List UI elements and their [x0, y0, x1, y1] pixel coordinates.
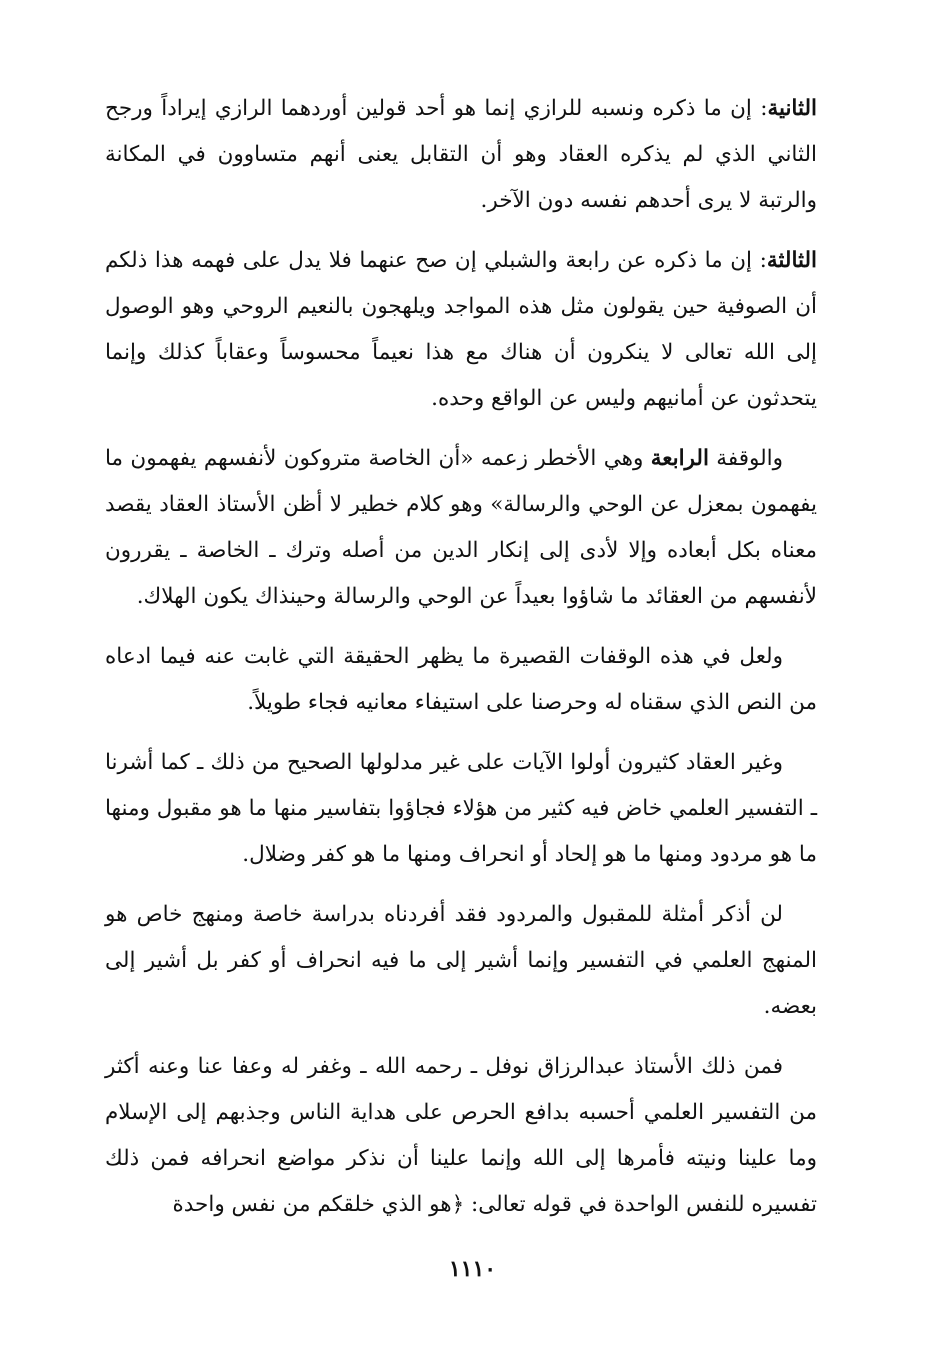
lead-separator: :	[751, 96, 768, 121]
paragraph-body: إن ما ذكره عن رابعة والشبلي إن صح عنهما فلا يدل على فهمه هذا ذلكم أن الصوفية حين يقولون مثل هذه المواجد ويلهجون بالنعيم الروحي وهو الوصول إلى الله تعالى لا ينكرون أن هناك مع هذا نعيماً محسوساً وعقاباً كذلك وإنما يتحدثون عن أمانيهم وليس عن الواقع وحده.	[105, 248, 817, 411]
page-number: ١١١٠	[448, 1256, 497, 1282]
paragraph-pre: والوقفة	[708, 446, 783, 471]
paragraph-scientific-tafsir	[105, 740, 817, 878]
paragraph-body: إن ما ذكره ونسبه للرازي إنما هو أحد قولين أوردهما الرازي إيراداً ورجح الثاني الذي لم يذكره العقاد وهو أن التقابل يعنى أنهم متساوون في المكانة والرتبة لا يرى أحدهم نفسه دون الآخر.	[105, 96, 817, 213]
paragraph-lead: الثالثة	[766, 248, 818, 273]
paragraph-summary	[105, 634, 817, 726]
paragraph-body: وهي الأخطر زعمه «أن الخاصة متروكون لأنفسهم يفهمون ما يفهمون بمعزل عن الوحي والرسالة» وهو كلام خطير لا أظن الأستاذ العقاد يقصد معناه بكل أبعاده وإلا لأدى إلى إنكار الدين من أصله وترك ـ الخاصة ـ يقررون لأنفسهم من العقائد ما شاؤوا بعيداً عن الوحي والرسالة وحينذاك يكون الهلاك.	[105, 446, 817, 609]
paragraph-body: وغير العقاد كثيرون أولوا الآيات على غير مدلولها الصحيح من ذلك ـ كما أشرنا ـ التفسير العلمي خاض فيه كثير من هؤلاء فجاؤوا بتفاسير منها ما هو مقبول ومنها ما هو مردود ومنها ما هو إلحاد أو انحراف ومنها ما هو كفر وضلال.	[105, 750, 817, 867]
body-text	[105, 86, 817, 1242]
lead-separator: :	[752, 248, 767, 273]
paragraph-third-point	[105, 238, 817, 422]
paragraph-body: فمن ذلك الأستاذ عبدالرزاق نوفل ـ رحمه الله ـ وغفر له وعفا عنا وعنه أكثر من التفسير العلمي أحسبه بدافع الحرص على هداية الناس وجذبهم إلى الإسلام وما علينا ونيته فأمرها إلى الله وإنما علينا أن نذكر مواضع انحرافه فمن ذلك تفسيره للنفس الواحدة في قوله تعالى: ﴿هو الذي خلقكم من نفس واحدة	[105, 1054, 817, 1217]
paragraph-second-point	[105, 86, 817, 224]
paragraph-lead: الثانية	[767, 96, 817, 121]
paragraph-fourth-point	[105, 436, 817, 620]
paragraph-body: لن أذكر أمثلة للمقبول والمردود فقد أفردناه بدراسة خاصة ومنهج خاص هو المنهج العلمي في التفسير وإنما أشير إلى ما فيه انحراف أو كفر بل أشير إلى بعضه.	[105, 902, 817, 1019]
paragraph-body: ولعل في هذه الوقفات القصيرة ما يظهر الحقيقة التي غابت عنه فيما ادعاه من النص الذي سقناه له وحرصنا على استيفاء معانيه فجاء طويلاً.	[105, 644, 817, 715]
paragraph-examples-note	[105, 892, 817, 1030]
paragraph-nawfal	[105, 1044, 817, 1228]
paragraph-lead: الرابعة	[650, 446, 709, 471]
